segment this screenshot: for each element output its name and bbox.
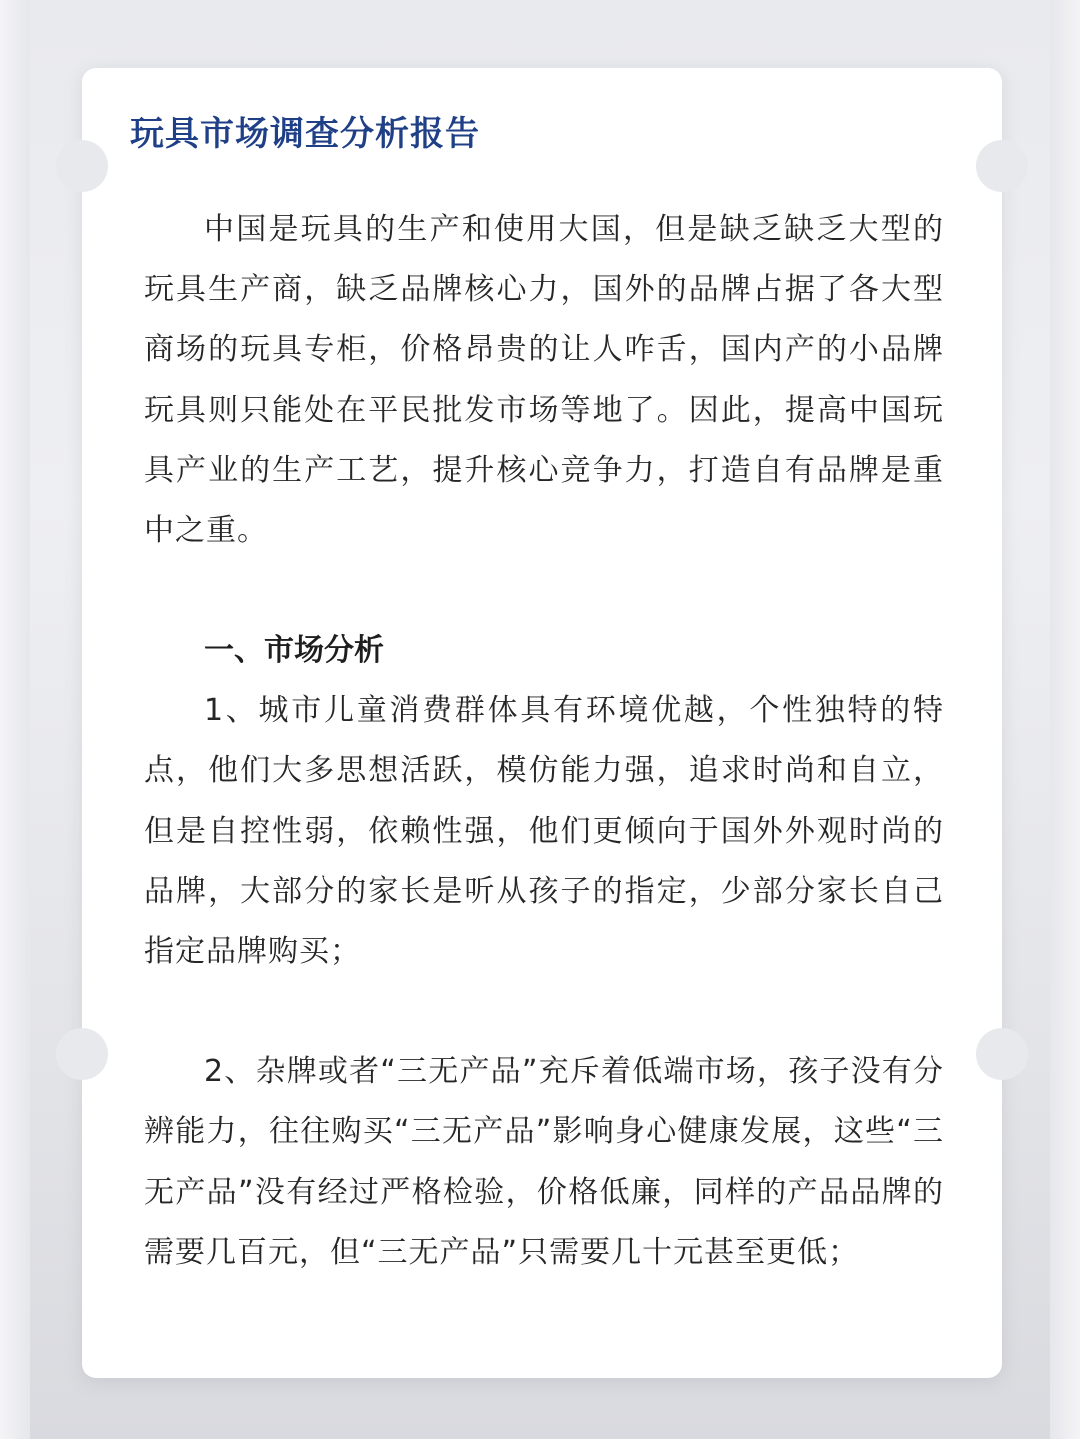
point-2-paragraph: 2、杂牌或者“三无产品”充斥着低端市场，孩子没有分辨能力，往往购买“三无产品”影响身心健康发展，这些“三无产品”没有经过严格检验，价格低廉，同样的产品品牌的需要几百元，但“三无产品”只需要几十元甚至更低； <box>144 1054 944 1270</box>
point-1-paragraph: 1、城市儿童消费群体具有环境优越，个性独特的特点，他们大多思想活跃，模仿能力强，追求时尚和自立，但是自控性弱，依赖性强，他们更倾向于国外外观时尚的品牌，大部分的家长是听从孩子的指定，少部分家长自己指定品牌购买； <box>144 693 944 970</box>
card-notch-left-top <box>56 140 108 192</box>
card-notch-right-bottom <box>976 1028 1028 1080</box>
section-heading: 一、市场分析 <box>204 633 384 669</box>
document-card <box>82 68 1002 1378</box>
paragraph-spacer <box>144 982 944 1042</box>
document-title: 玩具市场调查分析报告 <box>130 114 480 154</box>
document-body <box>144 200 944 1283</box>
paragraph-spacer <box>144 561 944 621</box>
card-notch-left-bottom <box>56 1028 108 1080</box>
background-right-strip <box>1050 0 1080 1439</box>
card-notch-right-top <box>976 140 1028 192</box>
intro-paragraph: 中国是玩具的生产和使用大国，但是缺乏缺乏大型的玩具生产商，缺乏品牌核心力，国外的品牌占据了各大型商场的玩具专柜，价格昂贵的让人咋舌，国内产的小品牌玩具则只能处在平民批发市场等地了。因此，提高中国玩具产业的生产工艺，提升核心竞争力，打造自有品牌是重中之重。 <box>144 212 944 549</box>
background-left-strip <box>0 0 30 1439</box>
